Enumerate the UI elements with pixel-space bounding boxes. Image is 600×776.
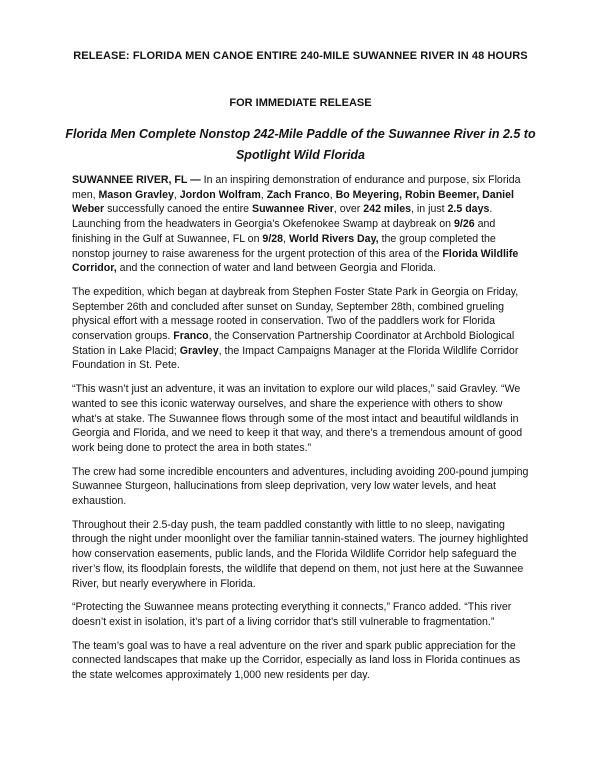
body-paragraph-goal: The team’s goal was to have a real adventure on the river and spark public appreciation for the connected landscapes that make up the Corridor, especially as land loss in Florida continues as the state welcomes approximately 1,000 new residents per day. (72, 639, 521, 682)
body-paragraph-journey: Throughout their 2.5-day push, the team paddled constantly with little to no sleep, navigating through the night under moonlight over the familiar tannin-stained waters. The journey highlighted how conservation easements, public lands, and the Florida Wildlife Corridor help safeguard the river’s flow, its floodplain forests, the wildlife that depend on them, not just here at the Suwannee River, but nearly everywhere in Florida. (72, 518, 529, 590)
for-immediate-release-line: FOR IMMEDIATE RELEASE (229, 97, 372, 109)
body-text (72, 173, 529, 683)
body-paragraph-encounters: The crew had some incredible encounters and adventures, including avoiding 200-pound jumping Suwannee Sturgeon, hallucinations from sleep deprivation, very low water levels, and heat exhaustion. (72, 465, 529, 508)
release-header: RELEASE: FLORIDA MEN CANOE ENTIRE 240-MILE SUWANNEE RIVER IN 48 HOURS (73, 50, 528, 62)
body-paragraph-gravley-quote: “This wasn’t just an adventure, it was an invitation to explore our wild places,” said Gravley. “We wanted to see this iconic waterway ourselves, and share the experience with others to show what’s at stake. The Suwannee flows through some of the most intact and beautiful wildlands in Georgia and Florida, and we need to keep it that way, and there’s a tremendous amount of good work being done to protect the area in both states.” (72, 383, 523, 454)
body-paragraph-franco-quote: “Protecting the Suwannee means protecting everything it connects,” Franco added. “This river doesn’t exist in isolation, it’s part of a living corridor that’s still vulnerable to fragmentation.” (72, 601, 512, 628)
body-paragraph-expedition: The expedition, which began at daybreak from Stephen Foster State Park in Georgia on Friday, September 26th and concluded after sunset on Sunday, September 28th, combined grueling physical effort with a message rooted in conservation. Two of the paddlers work for Florida conservation groups. Franco, the Conservation Partnership Coordinator at Archbold Biological Station in Lake Placid; Gravley, the Impact Campaigns Manager at the Florida Wildlife Corridor Foundation in St. Pete. (72, 285, 519, 372)
page-title: Florida Men Complete Nonstop 242-Mile Paddle of the Suwannee River in 2.5 to Spotlight Wild Florida (65, 127, 536, 162)
body-paragraph-lede: SUWANNEE RIVER, FL — In an inspiring demonstration of endurance and purpose, six Florida men, Mason Gravley, Jordon Wolfram, Zach Franco, Bo Meyering, Robin Beemer, Daniel Weber successfully canoed the entire Suwannee River, over 242 miles, in just 2.5 days. Launching from the headwaters in Georgia’s Okefenokee Swamp at daybreak on 9/26 and finishing in the Gulf at Suwannee, FL on 9/28, World Rivers Day, the group completed the nonstop journey to raise awareness for the urgent protection of this area of the Florida Wildlife Corridor, and the connection of water and land between Georgia and Florida. (72, 174, 521, 275)
